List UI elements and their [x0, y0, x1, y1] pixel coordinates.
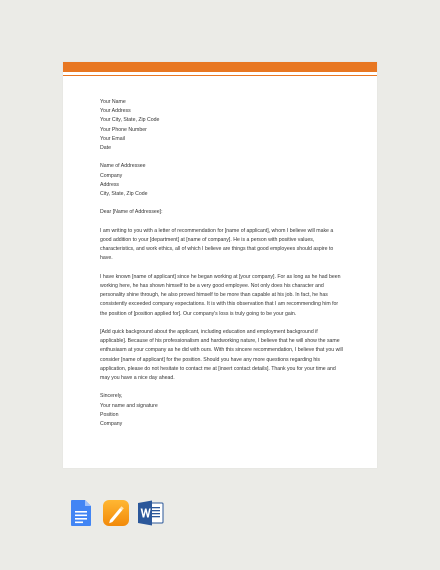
paragraph-line: have.	[100, 255, 113, 262]
letter-page	[63, 62, 377, 468]
paragraph-line: applicable]. Because of his professionalism and hardworking nature, I believe that he will show the same	[100, 338, 340, 345]
paragraph-line: good addition to your [department] at [name of company]. He is a person with positive values,	[100, 237, 315, 243]
header-accent-bar	[63, 62, 377, 72]
paragraph-line: I have known [name of applicant] since he began working at [your company]. For as long as he had been	[100, 273, 341, 280]
paragraph-line: working here, he has shown himself to be a very good employee. Not only does his character and	[100, 283, 324, 289]
salutation: Dear [Name of Addressee]:	[100, 209, 163, 216]
signature-name: Your name and signature	[100, 402, 158, 409]
recipient-city-state-zip: City, State, Zip Code	[100, 191, 148, 198]
valediction: Sincerely,	[100, 393, 123, 400]
signature-company: Company	[100, 421, 123, 428]
letter-body	[100, 98, 350, 429]
paragraph-line: may you have a nice day ahead.	[100, 375, 175, 382]
recipient-address: Address	[100, 181, 120, 188]
paragraph-line: enthusiasm at your company as he did with ours. With this sincere recommendation, I believe that you will	[100, 347, 343, 354]
paragraph-line: the position of [position applied for]. Our company's loss is truly going to be your gain.	[100, 310, 297, 317]
sender-name: Your Name	[100, 99, 126, 105]
paragraph-line: personality shine through, he also proved himself to be more than capable at his job. In fact, he has	[100, 292, 328, 299]
paragraph-line: I am writing to you with a letter of recommendation for [name of applicant], whom I believe will make a	[100, 227, 334, 234]
header-accent-line	[63, 75, 377, 76]
ms-word-icon[interactable]	[137, 499, 165, 527]
paragraph-line: consistently exceeded company expectations. It is with this observation that I am recommending him for	[100, 301, 339, 308]
sender-address: Your Address	[100, 108, 131, 115]
recipient-company: Company	[100, 172, 123, 179]
apple-pages-icon[interactable]	[102, 499, 130, 527]
paragraph-line: characteristics, and work ethics, all of which I believe are things that good employees should aspire to	[100, 246, 334, 253]
letter-date: Date	[100, 145, 111, 152]
sender-email: Your Email	[100, 135, 125, 142]
paragraph-line: application, please do not hesitate to contact me at [insert contact details]. Thank you for your time and	[100, 365, 336, 372]
paragraph-line: [Add quick background about the applicant, including education and employment background if	[100, 329, 318, 335]
signature-position: Position	[100, 411, 119, 418]
recipient-name: Name of Addressee	[100, 163, 146, 170]
paragraph-line: consider [name of applicant] for the position. Should you have any more questions regarding his	[100, 356, 321, 363]
google-docs-icon[interactable]	[67, 499, 95, 527]
sender-city-state-zip: Your City, State, Zip Code	[100, 117, 160, 124]
sender-phone: Your Phone Number	[100, 126, 147, 133]
